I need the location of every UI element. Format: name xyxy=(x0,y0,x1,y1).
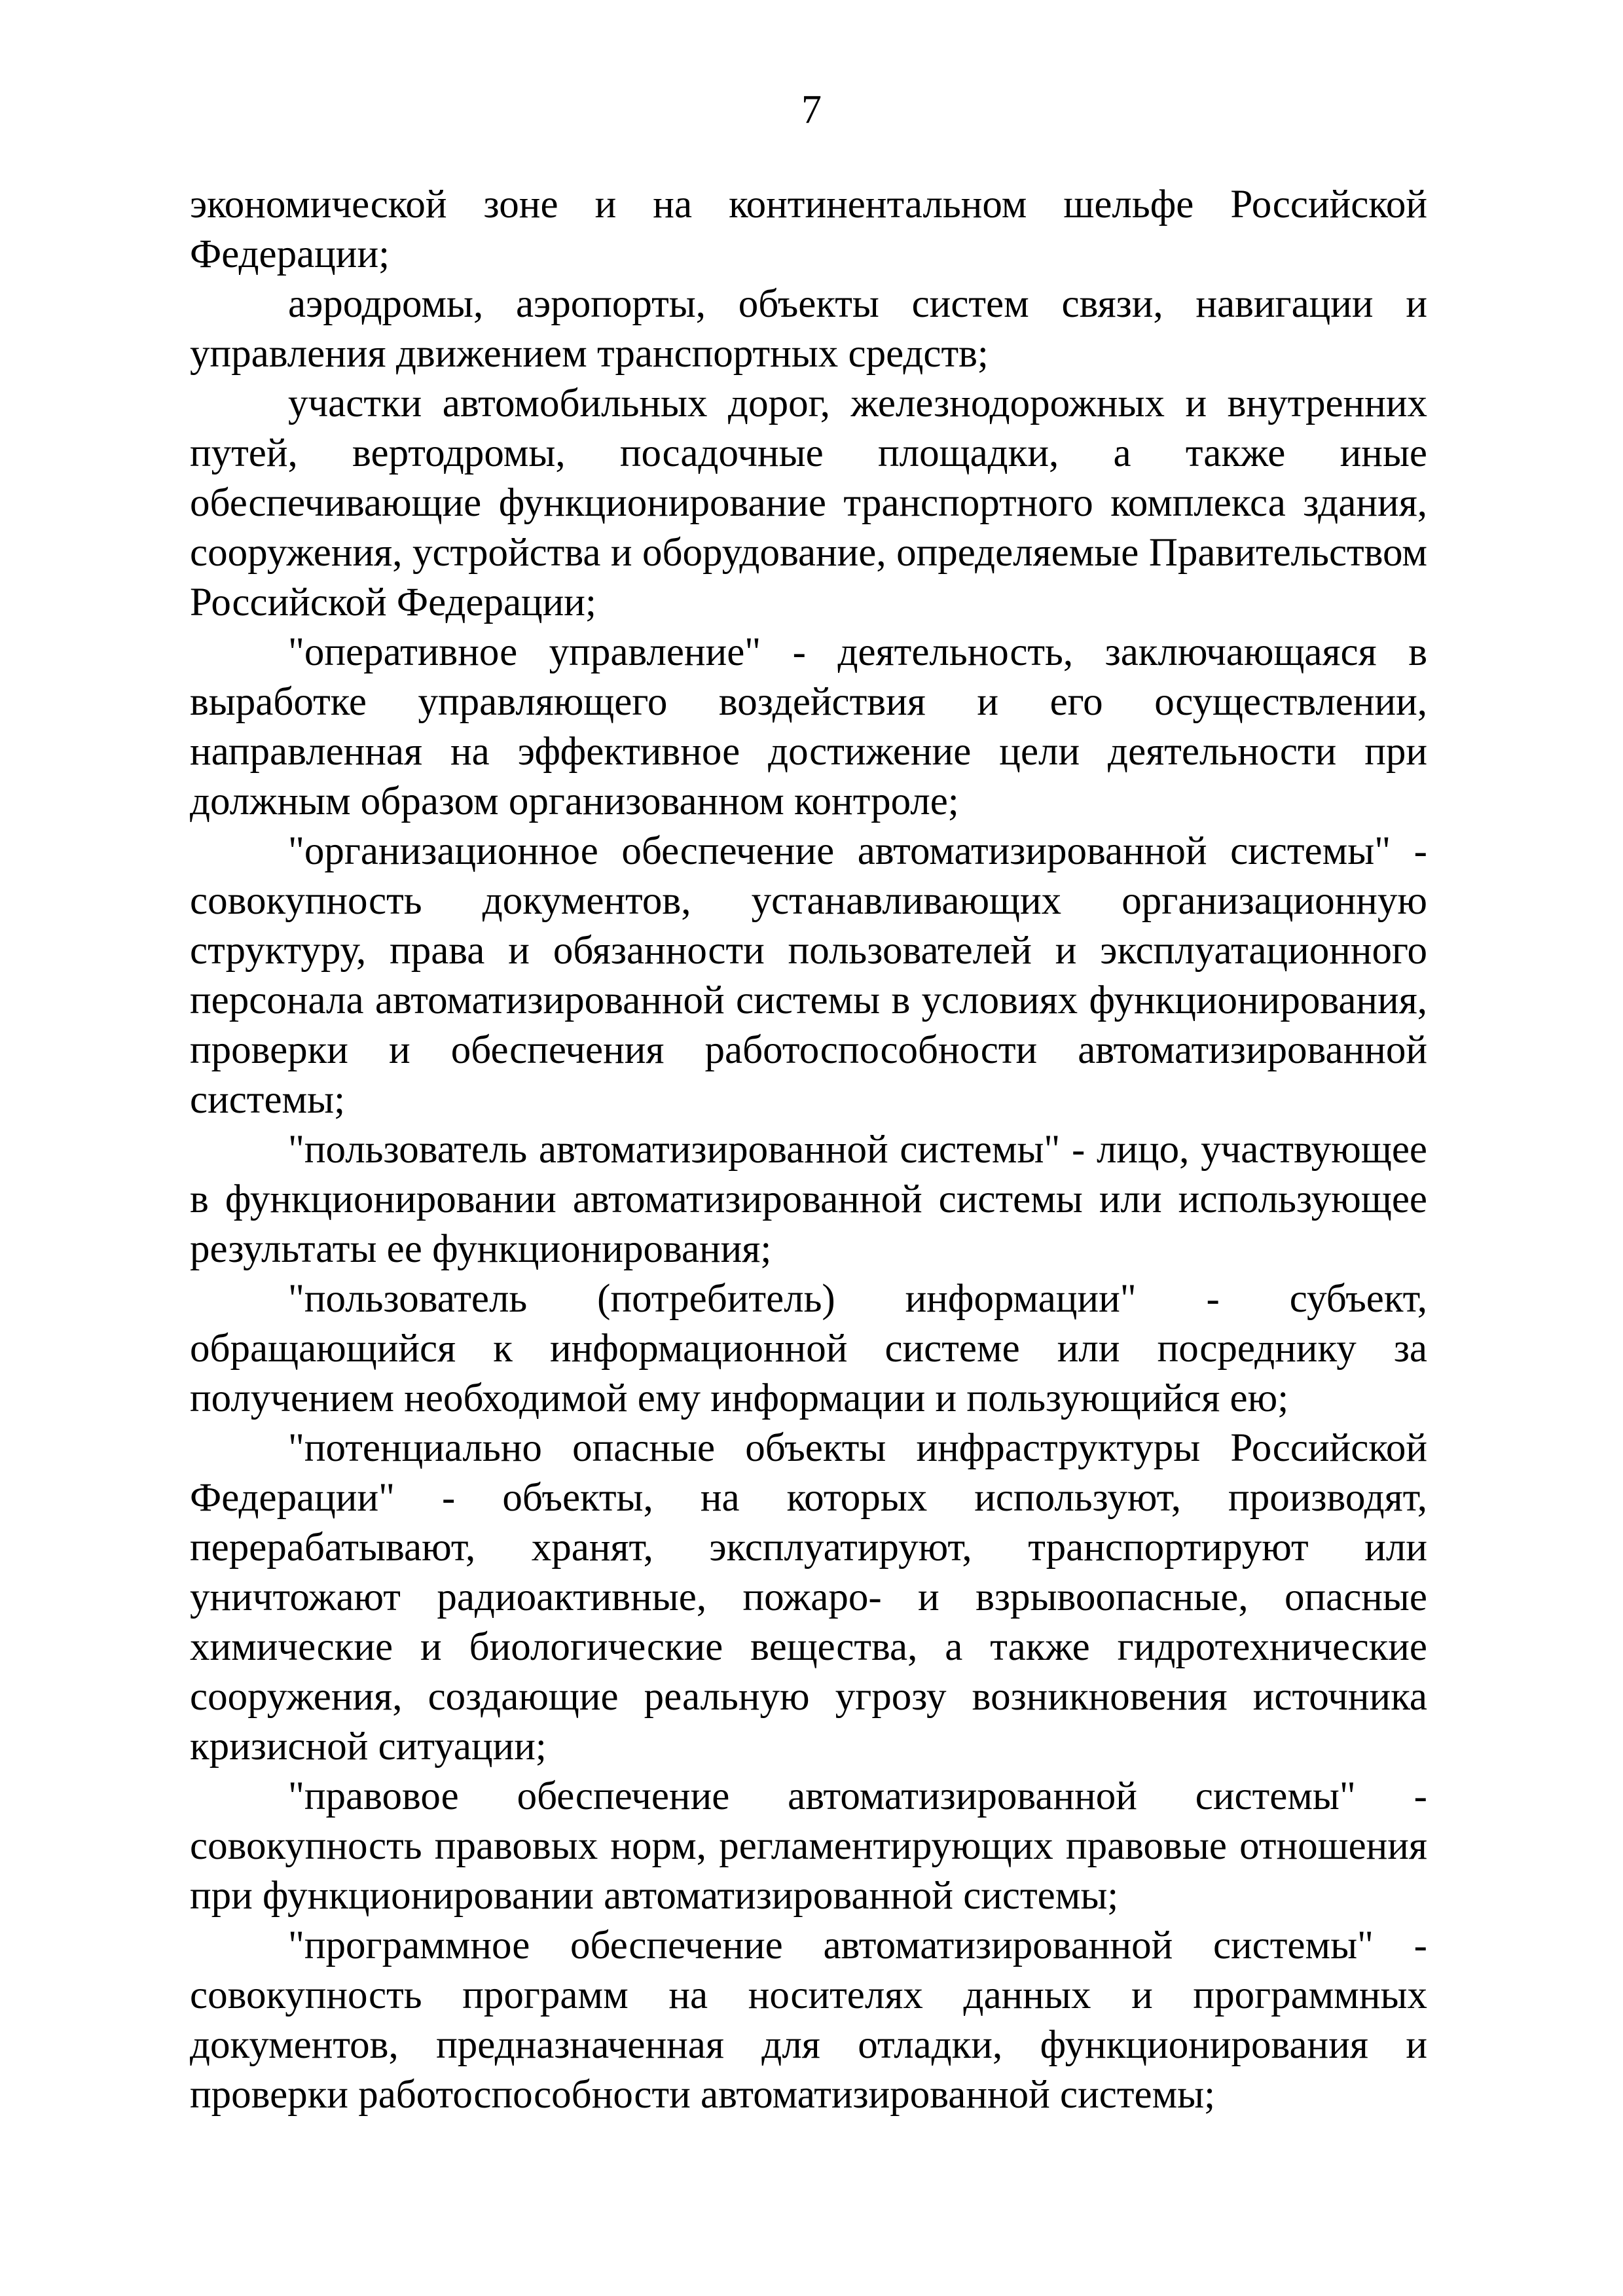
definition-information-user: "пользователь (потребитель) информации" - субъект, обращающийся к информационной системе или посреднику за получением необходимой ему информации и пользующийся ею; xyxy=(190,1277,1427,1420)
definition-hazardous-infrastructure: "потенциально опасные объекты инфраструктуры Российской Федерации" - объекты, на которых используют, производят, перерабатывают, хранят, эксплуатируют, транспортируют или уничтожают радиоактивные, пожаро- и взрывоопасные, опасные химические и биологические вещества, а также гидротехнические сооружения, создающие реальную угрозу возникновения источника кризисной ситуации; xyxy=(190,1426,1427,1768)
document-body xyxy=(190,180,1427,2120)
definition-organizational-support: "организационное обеспечение автоматизированной системы" - совокупность документов, устанавливающих организационную структуру, права и обязанности пользователей и эксплуатационного персонала автоматизированной системы в условиях функционирования, проверки и обеспечения работоспособности автоматизированной системы; xyxy=(190,829,1427,1122)
definition-operational-management: "оперативное управление" - деятельность, заключающаяся в выработке управляющего воздействия и его осуществлении, направленная на эффективное достижение цели деятельности при должным образом организованном контроле; xyxy=(190,630,1427,823)
paragraph-continuation: экономической зоне и на континентальном шельфе Российской Федерации; xyxy=(190,183,1427,276)
paragraph-road-sections: участки автомобильных дорог, железнодорожных и внутренних путей, вертодромы, посадочные площадки, а также иные обеспечивающие функционирование транспортного комплекса здания, сооружения, устройства и оборудование, определяемые Правительством Российской Федерации; xyxy=(190,382,1427,624)
definition-system-user: "пользователь автоматизированной системы" - лицо, участвующее в функционировании автоматизированной системы или использующее результаты ее функционирования; xyxy=(190,1128,1427,1271)
page-number: 7 xyxy=(801,88,822,132)
definition-legal-support: "правовое обеспечение автоматизированной системы" - совокупность правовых норм, регламентирующих правовые отношения при функционировании автоматизированной системы; xyxy=(190,1774,1427,1918)
paragraph-airfields: аэродромы, аэропорты, объекты систем связи, навигации и управления движением транспортных средств; xyxy=(190,282,1427,376)
definition-software: "программное обеспечение автоматизированной системы" - совокупность программ на носителях данных и программных документов, предназначенная для отладки, функционирования и проверки работоспособности автоматизированной системы; xyxy=(190,1924,1427,2117)
